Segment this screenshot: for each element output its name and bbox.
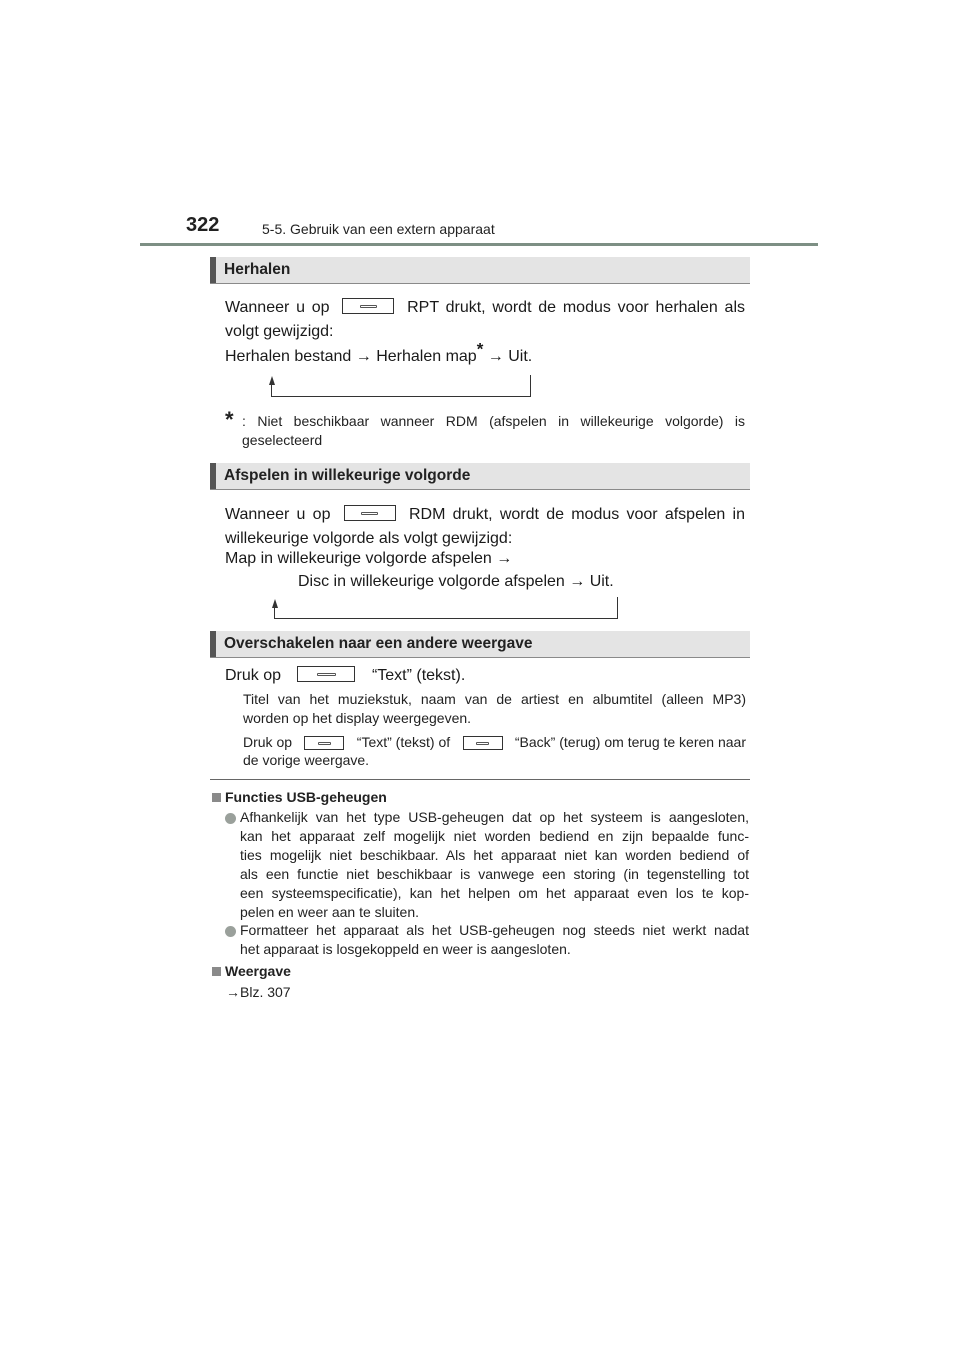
- loop-line: [274, 618, 618, 619]
- back-button-icon: [463, 736, 503, 750]
- usb-bullet2-line2: het apparaat is losgekoppeld en weer is aangesloten.: [240, 941, 571, 957]
- repeat-paragraph-line2: volgt gewijzigd:: [225, 323, 334, 340]
- square-bullet-icon: [212, 793, 221, 802]
- text: Druk op: [225, 667, 282, 684]
- text: RPT drukt, wordt de modus voor herhalen als: [407, 299, 746, 316]
- display-heading: [212, 962, 291, 981]
- usb-heading: [212, 788, 387, 807]
- rdm-button-icon: [344, 505, 396, 521]
- text-button-icon: [297, 666, 355, 682]
- section-bar: [210, 257, 216, 283]
- footnote-marker: *: [476, 339, 484, 359]
- section-header-repeat: [210, 257, 750, 284]
- chapter-title: 5-5. Gebruik van een extern apparaat: [262, 221, 495, 237]
- text: → Uit.: [483, 348, 533, 365]
- square-bullet-icon: [212, 967, 221, 976]
- usb-bullet1-line6: pelen en weer aan te sluiten.: [240, 904, 420, 920]
- text: “Text” (tekst).: [371, 667, 466, 684]
- footnote-marker: *: [225, 407, 234, 432]
- text-button-icon: [304, 736, 344, 750]
- repeat-paragraph-line1: [225, 296, 745, 320]
- rpt-button-icon: [342, 298, 394, 314]
- display-note-line2: worden op het display weergegeven.: [243, 710, 472, 726]
- section-bar: [210, 631, 216, 657]
- section-title: Afspelen in willekeurige volgorde: [224, 467, 471, 484]
- loop-arrow-icon: [272, 599, 278, 608]
- usb-bullet2-line1: Formatteer het apparaat als het USB-geheugen nog steeds niet werkt nadat: [240, 922, 749, 938]
- text: “Back” (terug) om terug te keren naar: [514, 734, 746, 750]
- section-bar: [210, 463, 216, 489]
- footnote-line1: : Niet beschikbaar wanneer RDM (afspelen in willekeurige volgorde) is: [242, 413, 745, 429]
- random-paragraph-line2: willekeurige volgorde als volgt gewijzigd:: [225, 530, 513, 547]
- random-sequence-line1: Map in willekeurige volgorde afspelen →: [225, 550, 513, 567]
- footnote-line2: geselecteerd: [242, 432, 323, 448]
- usb-bullet1-line1: Afhankelijk van het type USB-geheugen dat op het systeem is aangesloten,: [240, 809, 749, 825]
- bullet-dot-icon: [225, 813, 236, 824]
- display-paragraph: [225, 664, 465, 688]
- text: Wanneer u op: [225, 506, 331, 523]
- loop-line: [530, 375, 531, 397]
- section-header-random: [210, 463, 750, 490]
- page-number: 322: [186, 214, 220, 236]
- text: Functies USB-geheugen: [225, 789, 387, 805]
- section-title: Herhalen: [224, 261, 291, 278]
- section-title: Overschakelen naar een andere weergave: [224, 635, 533, 652]
- random-sequence-line2: Disc in willekeurige volgorde afspelen → Uit.: [298, 573, 614, 590]
- text: Wanneer u op: [225, 299, 330, 316]
- repeat-sequence: [225, 339, 533, 369]
- random-paragraph-line1: [225, 503, 745, 527]
- usb-bullet1-line2: kan het apparaat zelf mogelijk niet worden bediend en zijn bepaalde func-: [240, 828, 749, 844]
- text: Weergave: [225, 963, 291, 979]
- text: Herhalen bestand → Herhalen map: [225, 348, 477, 365]
- loop-line: [617, 597, 618, 619]
- display-back-line1: [243, 733, 746, 752]
- text: Druk op: [243, 734, 293, 750]
- section-header-display: [210, 631, 750, 658]
- text: RDM drukt, wordt de modus voor afspelen in: [408, 506, 745, 523]
- loop-line: [271, 383, 272, 397]
- text: “Text” (tekst) of: [356, 734, 451, 750]
- bullet-dot-icon: [225, 926, 236, 937]
- divider: [210, 779, 750, 780]
- footnote: [225, 407, 234, 432]
- page-reference-link[interactable]: →Blz. 307: [226, 984, 291, 1000]
- display-note-line1: Titel van het muziekstuk, naam van de artiest en albumtitel (alleen MP3): [243, 691, 746, 707]
- usb-bullet1-line3: ties mogelijk niet beschikbaar. Als het apparaat niet kan worden bediend of: [240, 847, 749, 863]
- display-back-line2: de vorige weergave.: [243, 752, 370, 768]
- loop-line: [271, 396, 531, 397]
- usb-bullet1-line4: als een functie niet beschikbaar is vanwege een storing (in tegenstelling tot: [240, 866, 749, 882]
- usb-bullet1-line5: een systeemspecificatie), kan het helpen om het apparaat even los te kop-: [240, 885, 749, 901]
- header-rule: [140, 243, 818, 246]
- loop-arrow-icon: [269, 376, 275, 385]
